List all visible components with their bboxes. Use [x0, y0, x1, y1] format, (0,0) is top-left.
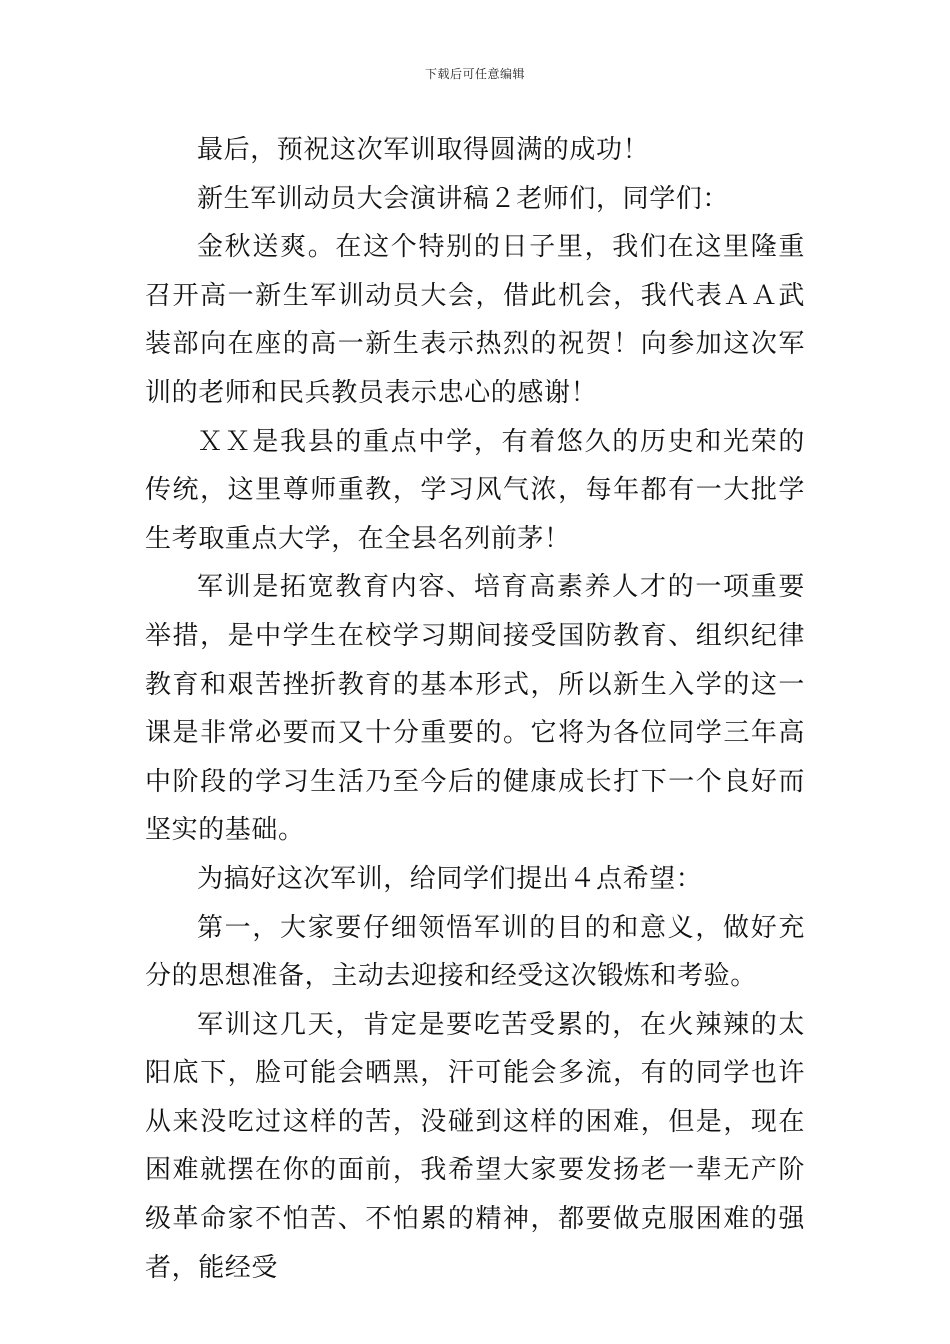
- paragraph-closing-wish: 最后，预祝这次军训取得圆满的成功！: [197, 135, 650, 165]
- document-body: [145, 126, 805, 1292]
- paragraph-school-intro: ＸＸ是我县的重点中学，有着悠久的历史和光荣的传统，这里尊师重教，学习风气浓，每年都有一大批学生考取重点大学，在全县名列前茅！: [145, 426, 805, 554]
- paragraph-hopes-intro: 为搞好这次军训，给同学们提出４点希望：: [197, 863, 703, 894]
- paragraph-speech-title: 新生军训动员大会演讲稿２老师们，同学们：: [197, 183, 730, 214]
- paragraph-hope-first: 第一，大家要仔细领悟军训的目的和意义，做好充分的思想准备，主动去迎接和经受这次锻炼和考验。: [145, 912, 805, 992]
- paragraph-opening: 金秋送爽。在这个特别的日子里，我们在这里隆重召开高一新生军训动员大会，借此机会，我代表ＡＡ武装部向在座的高一新生表示热烈的祝贺！向参加这次军训的老师和民兵教员表示忠心的感谢！: [145, 232, 805, 408]
- page-header: 下载后可任意编辑: [424, 67, 525, 81]
- paragraph-hardship: 军训这几天，肯定是要吃苦受累的，在火辣辣的太阳底下，脸可能会晒黑，汗可能会多流，有的同学也许从来没吃过这样的苦，没碰到这样的困难，但是，现在困难就摆在你的面前，我希望大家要发扬老一辈无产阶级革命家不怕苦、不怕累的精神，都要做克服困难的强者，能经受: [145, 1009, 805, 1283]
- paragraph-training-purpose: 军训是拓宽教育内容、培育高素养人才的一项重要举措，是中学生在校学习期间接受国防教育、组织纪律教育和艰苦挫折教育的基本形式，所以新生入学的这一课是非常必要而又十分重要的。它将为各位同学三年高中阶段的学习生活乃至今后的健康成长打下一个良好而坚实的基础。: [145, 572, 805, 846]
